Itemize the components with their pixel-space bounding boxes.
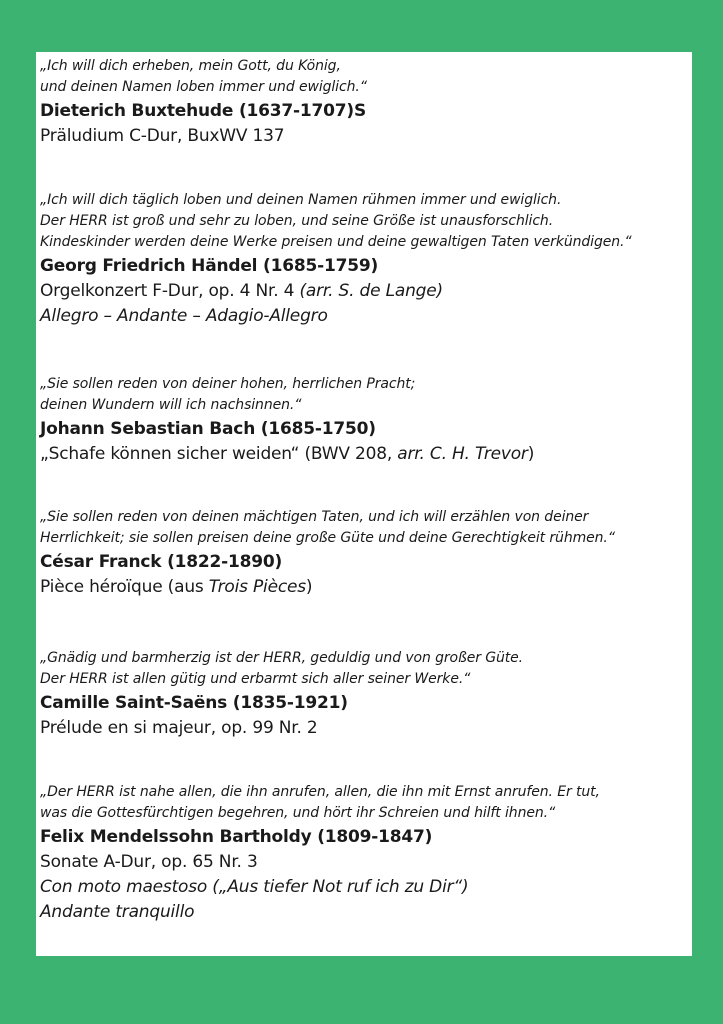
quote-line: „Sie sollen reden von deiner hohen, herrlichen Pracht; xyxy=(40,376,416,392)
program-page xyxy=(36,52,692,956)
quote-line: „Sie sollen reden von deinen mächtigen Taten, und ich will erzählen von deiner xyxy=(40,509,589,525)
work-title: Prélude en si majeur, op. 99 Nr. 2 xyxy=(40,718,318,738)
quote-line: was die Gottesfürchtigen begehren, und hört ihr Schreien und hilft ihnen.“ xyxy=(40,805,556,821)
work-arrangement: arr. C. H. Trevor xyxy=(397,444,528,464)
composer-name: Camille Saint-Saëns (1835-1921) xyxy=(40,693,348,713)
composer-name: Felix Mendelssohn Bartholdy (1809-1847) xyxy=(40,827,433,847)
work-suffix: ) xyxy=(305,577,313,597)
quote-line: und deinen Namen loben immer und ewiglich.“ xyxy=(40,79,367,95)
work-title xyxy=(40,442,534,467)
quote-line: deinen Wundern will ich nachsinnen.“ xyxy=(40,397,302,413)
work-name: Pièce héroïque (aus xyxy=(40,577,209,597)
program-section-saint-saens xyxy=(40,648,523,741)
work-title: Sonate A-Dur, op. 65 Nr. 3 xyxy=(40,852,258,872)
quote-line: Kindeskinder werden deine Werke preisen und deine gewaltigen Taten verkündigen.“ xyxy=(40,234,632,250)
psalm-quote xyxy=(40,507,615,549)
psalm-quote xyxy=(40,648,523,690)
psalm-quote xyxy=(40,374,534,416)
work-title: Präludium C-Dur, BuxWV 137 xyxy=(40,126,285,146)
composer-name: Dieterich Buxtehude (1637-1707)S xyxy=(40,101,367,121)
composer-name: Georg Friedrich Händel (1685-1759) xyxy=(40,256,379,276)
quote-line: Der HERR ist allen gütig und erbarmt sich aller seiner Werke.“ xyxy=(40,671,471,687)
program-section-buxtehude xyxy=(40,56,367,149)
program-section-bach xyxy=(40,374,534,467)
psalm-quote xyxy=(40,782,600,824)
work-collection: Trois Pièces xyxy=(208,577,306,597)
work-name: Orgelkonzert F-Dur, op. 4 Nr. 4 xyxy=(40,281,300,301)
quote-line: Der HERR ist groß und sehr zu loben, und seine Größe ist unausforschlich. xyxy=(40,213,554,229)
quote-line: „Ich will dich erheben, mein Gott, du König, xyxy=(40,58,341,74)
composer-name: César Franck (1822-1890) xyxy=(40,552,283,572)
composer-name: Johann Sebastian Bach (1685-1750) xyxy=(40,419,376,439)
work-title xyxy=(40,575,615,600)
work-movements: Allegro – Andante – Adagio-Allegro xyxy=(40,306,328,326)
quote-line: Herrlichkeit; sie sollen preisen deine große Güte und deine Gerechtigkeit rühmen.“ xyxy=(40,530,615,546)
work-movement: Con moto maestoso („Aus tiefer Not ruf ich zu Dir“) xyxy=(40,877,469,897)
quote-line: „Gnädig und barmherzig ist der HERR, geduldig und von großer Güte. xyxy=(40,650,524,666)
quote-line: „Ich will dich täglich loben und deinen Namen rühmen immer und ewiglich. xyxy=(40,192,562,208)
work-movement: Andante tranquillo xyxy=(40,902,195,922)
program-section-franck xyxy=(40,507,615,600)
psalm-quote xyxy=(40,190,632,253)
program-section-haendel xyxy=(40,190,632,329)
work-title xyxy=(40,279,632,304)
program-section-mendelssohn xyxy=(40,782,600,925)
work-suffix: ) xyxy=(527,444,535,464)
work-name: „Schafe können sicher weiden“ (BWV 208, xyxy=(40,444,398,464)
work-arrangement: (arr. S. de Lange) xyxy=(299,281,443,301)
psalm-quote xyxy=(40,56,367,98)
quote-line: „Der HERR ist nahe allen, die ihn anrufen, allen, die ihn mit Ernst anrufen. Er tut, xyxy=(40,784,600,800)
